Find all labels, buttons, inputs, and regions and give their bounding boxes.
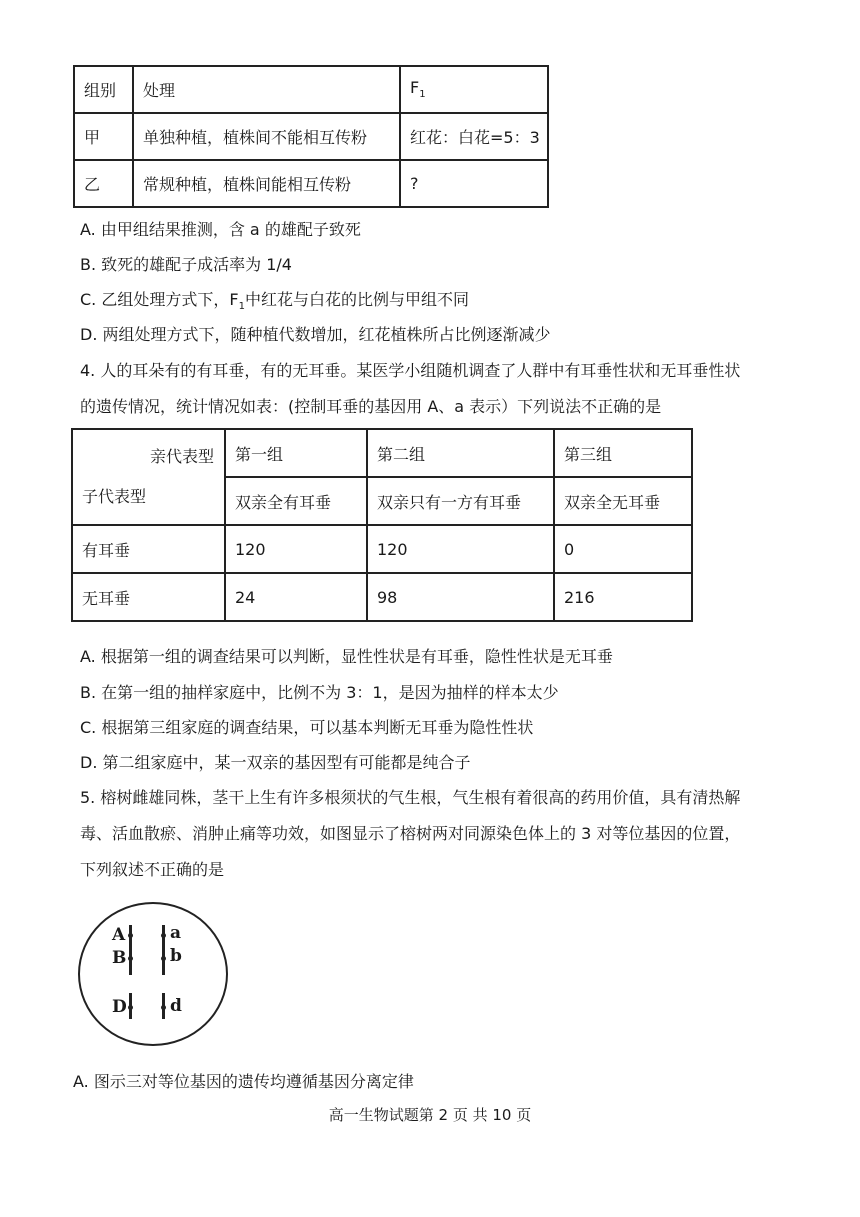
q4-option-c: C. 根据第三组家庭的调查结果，可以基本判断无耳垂为隐性性状: [80, 718, 534, 737]
q4-option-b: B. 在第一组的抽样家庭中，比例不为 3：1，是因为抽样的样本太少: [80, 683, 559, 702]
gene-locus-dot: [161, 933, 166, 938]
table-header-cell: 双亲只有一方有耳垂: [367, 477, 554, 525]
table-cell: 0: [554, 525, 692, 573]
table-cell: 24: [225, 573, 367, 621]
gene-locus-dot: [128, 933, 133, 938]
q4-option-a: A. 根据第一组的调查结果可以判断，显性性状是有耳垂，隐性性状是无耳垂: [80, 647, 613, 666]
table-corner-cell: [72, 429, 225, 525]
cell-diagram-circle: [78, 902, 228, 1046]
table-row: [72, 429, 692, 477]
q3-option-a: A. 由甲组结果推测，含 a 的雄配子致死: [80, 220, 361, 239]
table-cell: 216: [554, 573, 692, 621]
q4-stem-line1: 4. 人的耳朵有的有耳垂，有的无耳垂。某医学小组随机调查了人群中有耳垂性状和无耳垂性状: [80, 361, 741, 380]
corner-label-child: 子代表型: [82, 487, 147, 506]
table-row: [74, 66, 548, 113]
table-row: [74, 160, 548, 207]
table-header-cell: [400, 66, 548, 113]
table-cell: 单独种植，植株间不能相互传粉: [133, 113, 400, 160]
q3-option-b: B. 致死的雄配子成活率为 1/4: [80, 255, 292, 274]
corner-label-parent: 亲代表型: [149, 447, 214, 466]
table-cell: 120: [225, 525, 367, 573]
table-row: [74, 113, 548, 160]
table-cell: 乙: [74, 160, 133, 207]
table-row-label: 无耳垂: [72, 573, 225, 621]
table-header-cell: 双亲全有耳垂: [225, 477, 367, 525]
gene-locus-dot: [161, 956, 166, 961]
table-row: [72, 525, 692, 573]
table-cell: 98: [367, 573, 554, 621]
gene-label-A: A: [112, 925, 126, 945]
table-cell: 120: [367, 525, 554, 573]
table-header-cell: 组别: [74, 66, 133, 113]
q5-stem-line2: 毒、活血散瘀、消肿止痛等功效，如图显示了榕树两对同源染色体上的 3 对等位基因的位置，: [80, 824, 741, 843]
table-cell: 红花：白花=5：3: [400, 113, 548, 160]
table-header-cell: 第三组: [554, 429, 692, 477]
gene-label-d: d: [170, 996, 182, 1016]
q5-stem-line1: 5. 榕树雌雄同株，茎干上生有许多根须状的气生根，气生根有着很高的药用价值，具有清热解: [80, 788, 741, 807]
f1-label: F: [410, 78, 420, 98]
table-row: [72, 573, 692, 621]
f1-subscript: 1: [419, 89, 426, 101]
table-cell: 常规种植，植株间能相互传粉: [133, 160, 400, 207]
q3-option-c-rest: 中红花与白花的比例与甲组不同: [244, 290, 469, 309]
table-cell: 甲: [74, 113, 133, 160]
results-table-1: [73, 65, 549, 208]
table-header-cell: 处理: [133, 66, 400, 113]
gene-label-a: a: [170, 923, 182, 943]
q5-option-a: A. 图示三对等位基因的遗传均遵循基因分离定律: [73, 1072, 414, 1091]
gene-label-D: D: [112, 997, 127, 1017]
gene-locus-dot: [161, 1005, 166, 1010]
table-row-label: 有耳垂: [72, 525, 225, 573]
q3-option-d: D. 两组处理方式下，随种植代数增加，红花植株所占比例逐渐减少: [80, 325, 551, 344]
q4-stem-line2: 的遗传情况，统计情况如表：(控制耳垂的基因用 A、a 表示）下列说法不正确的是: [80, 397, 662, 416]
table-header-cell: 双亲全无耳垂: [554, 477, 692, 525]
q3-option-c-text: C. 乙组处理方式下，F: [80, 290, 239, 309]
q3-option-c-subscript: 1: [238, 301, 245, 313]
gene-locus-dot: [128, 1005, 133, 1010]
page-footer: 高一生物试题第 2 页 共 10 页: [328, 1106, 532, 1124]
gene-label-b: b: [170, 946, 182, 966]
table-header-cell: 第二组: [367, 429, 554, 477]
gene-label-B: B: [112, 948, 127, 968]
gene-locus-dot: [128, 956, 133, 961]
q3-option-c: [80, 287, 469, 312]
q4-option-d: D. 第二组家庭中，某一双亲的基因型有可能都是纯合子: [80, 753, 471, 772]
table-header-cell: 第一组: [225, 429, 367, 477]
table-cell: ?: [400, 160, 548, 207]
results-table-2: [71, 428, 693, 622]
q5-stem-line3: 下列叙述不正确的是: [80, 860, 225, 879]
